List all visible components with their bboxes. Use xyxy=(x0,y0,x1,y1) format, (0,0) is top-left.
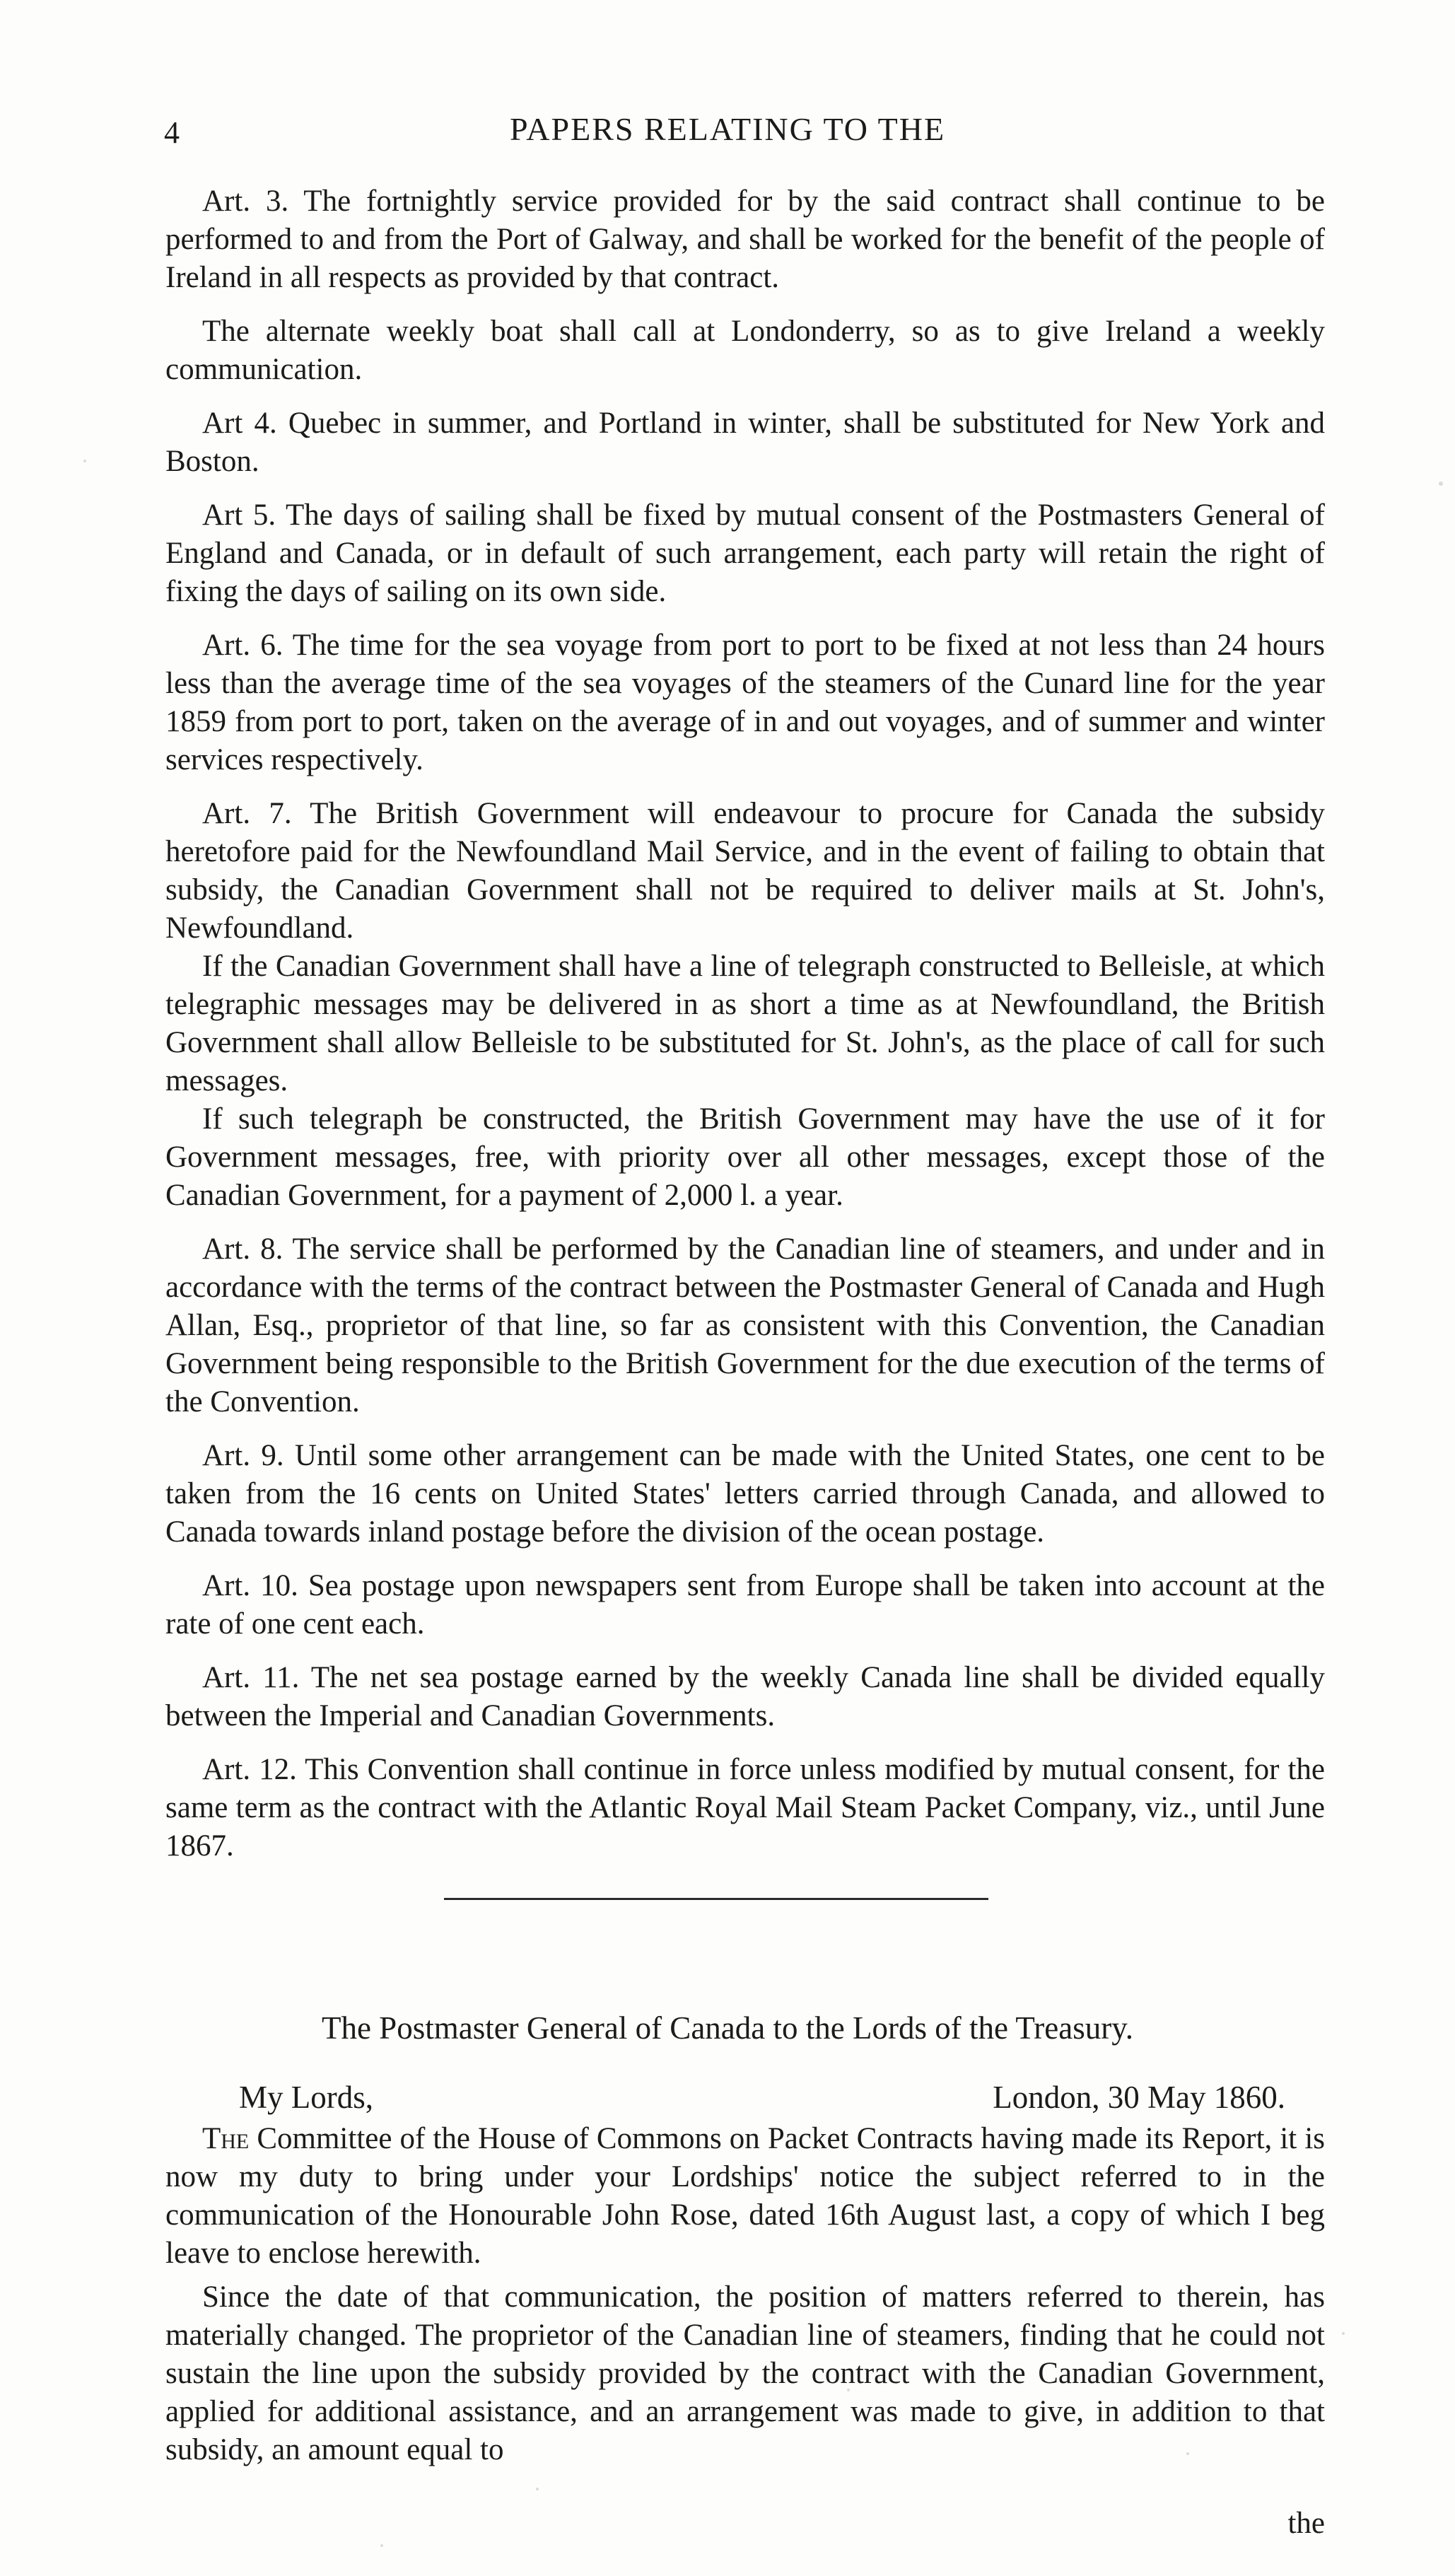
letter-paragraph-1-text: Committee of the House of Commons on Packet Contracts having made its Report, it is now my duty to bring under your Lordships' notice the subject referred to in the communication of the Honourable John Rose, dated 16th August last, a copy of which I beg leave to enclose herewith. xyxy=(165,2122,1325,2270)
section-divider xyxy=(444,1898,988,1900)
letter-body xyxy=(165,2120,1325,2475)
page-number: 4 xyxy=(164,115,180,150)
convention-articles xyxy=(165,182,1325,1881)
article-7-telegraph: If the Canadian Government shall have a line of telegraph constructed to Belleisle, at which telegraphic messages may be delivered in as short a time as at Newfoundland, the British Government shall allow Belleisle to be substituted for St. John's, as the place of call for such messages. xyxy=(165,950,1325,1097)
page-header xyxy=(0,106,1455,163)
article-7: Art. 7. The British Government will endeavour to procure for Canada the subsidy heretofore paid for the Newfoundland Mail Service, and in the event of failing to obtain that subsidy, the Canadian Government shall not be required to deliver mails at St. John's, Newfoundland. xyxy=(165,797,1325,945)
letter-heading: The Postmaster General of Canada to the Lords of the Treasury. xyxy=(321,2010,1134,2046)
dateline: London, 30 May 1860. xyxy=(993,2080,1285,2115)
article-11: Art. 11. The net sea postage earned by the weekly Canada line shall be divided equally between the Imperial and Canadian Governments. xyxy=(165,1661,1325,1732)
article-3: Art. 3. The fortnightly service provided for by the said contract shall continue to be performed to and from the Port of Galway, and shall be worked for the benefit of the people of Ireland in all respects as provided by that contract. xyxy=(165,185,1325,294)
article-10: Art. 10. Sea postage upon newspapers sent from Europe shall be taken into account at the rate of one cent each. xyxy=(165,1569,1325,1640)
article-6: Art. 6. The time for the sea voyage from port to port to be fixed at not less than 24 hours less than the average time of the sea voyages of the steamers of the Cunard line for the year 1859 from port to port, taken on the average of in and out voyages, and of summer and winter services respectively. xyxy=(165,629,1325,776)
salutation-line xyxy=(239,2079,1285,2116)
article-7-payment: If such telegraph be constructed, the British Government may have the use of it for Government messages, free, with priority over all other messages, except those of the Canadian Government, for a payment of 2,000 l. a year. xyxy=(165,1102,1325,1212)
salutation: My Lords, xyxy=(239,2080,373,2115)
article-3-londonderry: The alternate weekly boat shall call at Londonderry, so as to give Ireland a weekly communication. xyxy=(165,315,1325,386)
article-9: Art. 9. Until some other arrangement can be made with the United States, one cent to be taken from the 16 cents on United States' letters carried through Canada, and allowed to Canada towards inland postage before the division of the ocean postage. xyxy=(165,1439,1325,1549)
catchword: the xyxy=(1287,2507,1325,2540)
article-4: Art 4. Quebec in summer, and Portland in winter, shall be substituted for New York and Boston. xyxy=(165,407,1325,478)
running-title: PAPERS RELATING TO THE xyxy=(509,111,946,147)
letter-paragraph-1 xyxy=(165,2120,1325,2273)
letter-paragraph-2: Since the date of that communication, the position of matters referred to therein, has materially changed. The proprietor of the Canadian line of steamers, finding that he could not sustain the line upon the subsidy provided by the contract with the Canadian Government, applied for additional assistance, and an arrangement was made to give, in addition to that subsidy, an amount equal to xyxy=(165,2280,1325,2466)
article-12: Art. 12. This Convention shall continue in force unless modified by mutual consent, for the same term as the contract with the Atlantic Royal Mail Steam Packet Company, viz., until June 1867. xyxy=(165,1753,1325,1863)
initial-word: The xyxy=(202,2122,250,2155)
article-5: Art 5. The days of sailing shall be fixed by mutual consent of the Postmasters General of England and Canada, or in default of such arrangement, each party will retain the right of fixing the days of sailing on its own side. xyxy=(165,499,1325,608)
article-8: Art. 8. The service shall be performed by the Canadian line of steamers, and under and in accordance with the terms of the contract between the Postmaster General of Canada and Hugh Allan, Esq., proprietor of that line, so far as consistent with this Convention, the Canadian Government being responsible to the British Government for the due execution of the terms of the Convention. xyxy=(165,1232,1325,1418)
